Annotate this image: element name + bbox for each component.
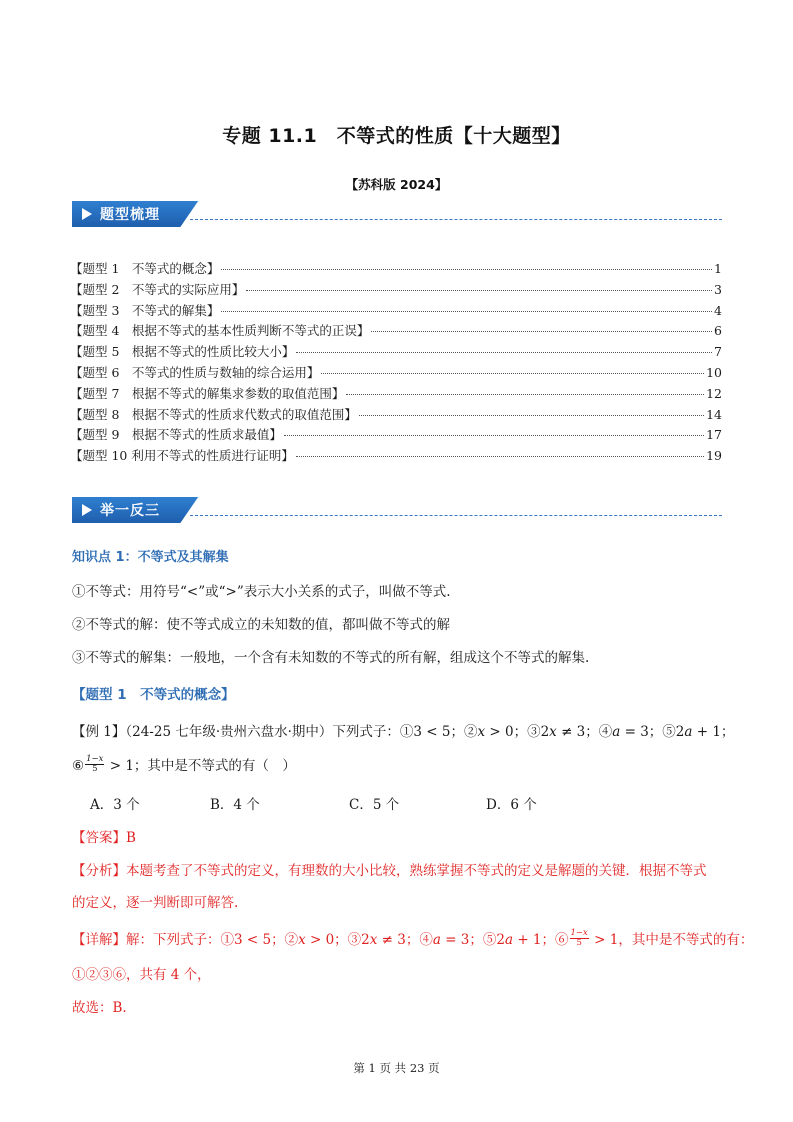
toc-entry-label: 【题型 3 不等式的解集】 bbox=[70, 302, 220, 318]
fraction-numerator: 1−𝑥 bbox=[86, 754, 104, 764]
toc-leader bbox=[296, 442, 704, 457]
toc-entry-label: 【题型 1 不等式的概念】 bbox=[70, 261, 220, 276]
knowledge-point-3: ③不等式的解集：一般地，一个含有未知数的不等式的所有解，组成这个不等式的解集. bbox=[72, 650, 590, 666]
detail-suffix: > 1，其中是不等式的有： bbox=[589, 932, 754, 948]
toc-page-number: 6 bbox=[714, 323, 722, 339]
toc-leader bbox=[246, 276, 712, 291]
toc-entry-label: 【题型 4 根据不等式的基本性质判断不等式的正误】 bbox=[70, 323, 370, 339]
detail-lead: 【详解】解：下列式子：①3 < 5；②𝑥 > 0；③2𝑥 ≠ 3；④𝑎 = 3；⑤2𝑎 + 1；⑥ bbox=[72, 932, 569, 948]
toc-page-number: 12 bbox=[706, 385, 722, 401]
toc-leader bbox=[296, 338, 712, 353]
fraction-denominator: 5 bbox=[92, 764, 98, 774]
toc-page-number: 10 bbox=[706, 364, 722, 380]
analysis-line-1: 【分析】本题考查了不等式的定义，有理数的大小比较，熟练掌握不等式的定义是解题的关键．根据不等式 bbox=[72, 863, 707, 879]
toc-page-number: 17 bbox=[706, 427, 722, 443]
toc-entry-label: 【题型 6 不等式的性质与数轴的综合运用】 bbox=[70, 364, 320, 380]
toc-entry-label: 【题型 8 根据不等式的性质求代数式的取值范围】 bbox=[70, 406, 357, 422]
toc-page-number: 4 bbox=[714, 302, 722, 318]
toc-leader bbox=[221, 255, 712, 270]
toc-page-number: 3 bbox=[714, 281, 722, 297]
banner-label: 题型梳理 bbox=[100, 207, 160, 223]
question-type-heading: 【题型 1 不等式的概念】 bbox=[72, 687, 235, 703]
toc-page-number: 1 bbox=[714, 261, 722, 276]
fraction bbox=[570, 929, 589, 948]
table-of-contents bbox=[70, 258, 722, 466]
page-subtitle: 【苏科版 2024】 bbox=[345, 177, 448, 192]
example-line-2-suffix: > 1；其中是不等式的有（ ） bbox=[105, 758, 296, 774]
knowledge-point-2: ②不等式的解：使不等式成立的未知数的值，都叫做不等式的解 bbox=[72, 617, 450, 633]
banner-label: 举一反三 bbox=[100, 503, 160, 519]
answer-line: 【答案】B bbox=[72, 830, 136, 846]
fraction bbox=[85, 755, 104, 774]
option-a[interactable]: A．3 个 bbox=[90, 797, 140, 813]
toc-leader bbox=[359, 401, 704, 416]
toc-leader bbox=[346, 380, 704, 395]
page-title: 专题 11.1 不等式的性质【十大题型】 bbox=[222, 125, 571, 147]
section-banner-practice bbox=[72, 497, 722, 523]
fraction-denominator: 5 bbox=[576, 938, 582, 948]
toc-leader bbox=[284, 421, 704, 436]
page-footer: 第 1 页 共 23 页 bbox=[353, 1061, 440, 1075]
example-circled-6: ⑥ bbox=[72, 758, 85, 774]
toc-leader bbox=[371, 317, 712, 332]
option-b[interactable]: B．4 个 bbox=[210, 797, 260, 813]
detail-line-3: 故选：B. bbox=[72, 1000, 127, 1016]
knowledge-heading: 知识点 1：不等式及其解集 bbox=[72, 550, 229, 565]
toc-leader bbox=[321, 359, 704, 374]
option-d[interactable]: D．6 个 bbox=[486, 797, 537, 813]
play-icon bbox=[82, 208, 92, 220]
toc-entry-label: 【题型 5 根据不等式的性质比较大小】 bbox=[70, 344, 295, 360]
analysis-line-2: 的定义，逐一判断即可解答. bbox=[72, 895, 239, 911]
play-icon bbox=[82, 504, 92, 516]
example-line-2 bbox=[72, 754, 724, 776]
toc-page-number: 7 bbox=[714, 344, 722, 360]
knowledge-point-1: ①不等式：用符号“<”或“>”表示大小关系的式子，叫做不等式. bbox=[72, 584, 451, 600]
toc-entry-label: 【题型 10 利用不等式的性质进行证明】 bbox=[70, 448, 294, 464]
banner-dashed-rule bbox=[190, 219, 722, 220]
example-line-1: 【例 1】（24-25 七年级·贵州六盘水·期中）下列式子：①3 < 5；②𝑥 > 0；③2𝑥 ≠ 3；④𝑎 = 3；⑤2𝑎 + 1； bbox=[72, 724, 735, 740]
section-banner-question-types bbox=[72, 201, 722, 227]
toc-entry-label: 【题型 7 根据不等式的解集求参数的取值范围】 bbox=[70, 385, 345, 401]
toc-page-number: 14 bbox=[706, 406, 722, 422]
fraction-numerator: 1−𝑥 bbox=[570, 928, 588, 938]
detail-line-2: ①②③⑥，共有 4 个， bbox=[72, 967, 211, 983]
option-c[interactable]: C．5 个 bbox=[349, 797, 400, 813]
detail-line-1 bbox=[72, 928, 754, 950]
toc-entry-label: 【题型 2 不等式的实际应用】 bbox=[70, 281, 245, 297]
toc-entry[interactable] bbox=[70, 445, 722, 466]
toc-entry-label: 【题型 9 根据不等式的性质求最值】 bbox=[70, 427, 282, 443]
toc-page-number: 19 bbox=[706, 448, 722, 464]
toc-leader bbox=[221, 297, 712, 312]
banner-dashed-rule bbox=[190, 515, 722, 516]
